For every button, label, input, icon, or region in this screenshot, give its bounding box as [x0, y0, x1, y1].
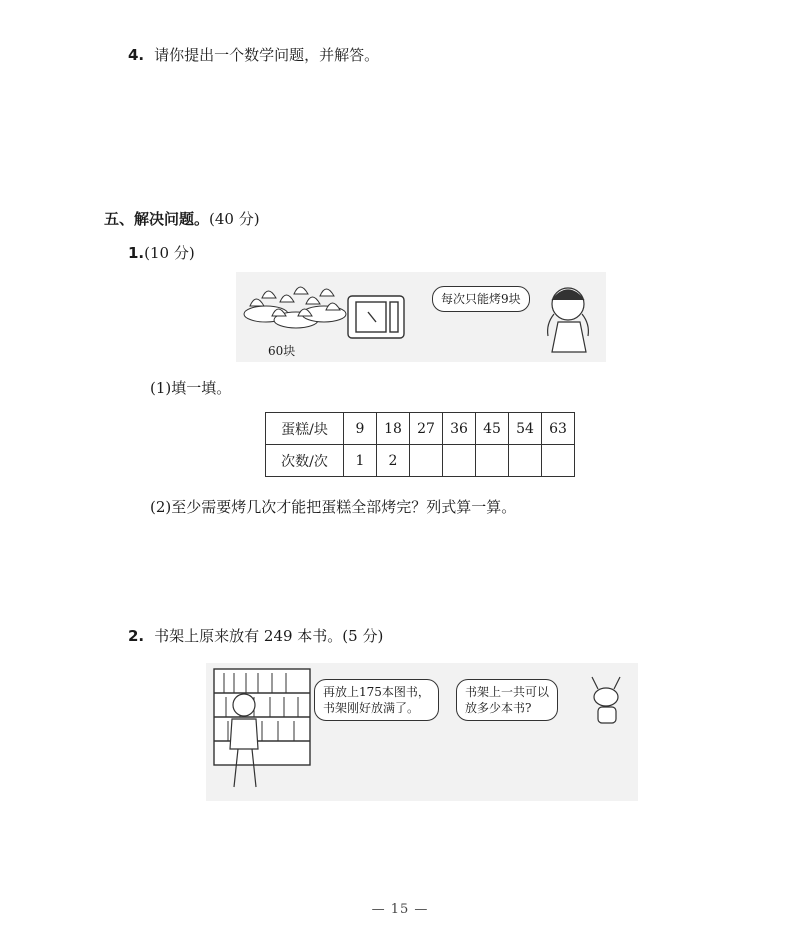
problem-2-heading — [128, 625, 383, 646]
question-number: 4. — [128, 46, 145, 64]
speech-bubble: 每次只能烤9块 — [432, 286, 530, 312]
section-title: 五、解决问题。 — [104, 210, 210, 228]
table-cell-blank[interactable] — [410, 445, 443, 477]
table-header-cakes: 蛋糕/块 — [266, 413, 344, 445]
table-cell: 45 — [476, 413, 509, 445]
table-cell: 27 — [410, 413, 443, 445]
problem-1-heading — [128, 242, 195, 263]
section-score: (40 分) — [209, 210, 260, 228]
table-cell: 54 — [509, 413, 542, 445]
table-cell: 36 — [443, 413, 476, 445]
table-row — [266, 413, 575, 445]
table-cell: 2 — [377, 445, 410, 477]
bubble-line: 放多少本书? — [465, 701, 532, 715]
problem-number: 2. — [128, 627, 145, 645]
problem-score: (10 分) — [144, 244, 195, 262]
table-cell: 18 — [377, 413, 410, 445]
bubble-line: 再放上175本图书， — [323, 685, 430, 699]
cake-count-label: 60块 — [268, 344, 296, 358]
problem-number: 1. — [128, 244, 145, 262]
table-cell-blank[interactable] — [542, 445, 575, 477]
table-cell: 1 — [344, 445, 377, 477]
page-number: — 15 — — [371, 902, 429, 917]
table-cell-blank[interactable] — [476, 445, 509, 477]
sub-question-2: (2)至少需要烤几次才能把蛋糕全部烤完？列式算一算。 — [150, 498, 517, 516]
table-header-times: 次数/次 — [266, 445, 344, 477]
question-4 — [128, 44, 379, 65]
table-cell: 63 — [542, 413, 575, 445]
table-cell-blank[interactable] — [443, 445, 476, 477]
speech-bubble-alien — [456, 679, 558, 721]
bookshelf-illustration — [206, 663, 638, 801]
bubble-line: 书架上一共可以 — [465, 685, 550, 699]
speech-bubble-boy — [314, 679, 439, 721]
oven-illustration — [236, 272, 606, 362]
section-heading — [104, 208, 260, 229]
bubble-line: 书架刚好放满了。 — [323, 701, 420, 715]
cake-table — [265, 412, 575, 477]
problem-text: 书架上原来放有 249 本书。(5 分) — [154, 627, 384, 645]
sub-question-1: (1)填一填。 — [150, 379, 232, 397]
table-row — [266, 445, 575, 477]
table-cell: 9 — [344, 413, 377, 445]
question-text: 请你提出一个数学问题，并解答。 — [154, 46, 380, 64]
table-cell-blank[interactable] — [509, 445, 542, 477]
